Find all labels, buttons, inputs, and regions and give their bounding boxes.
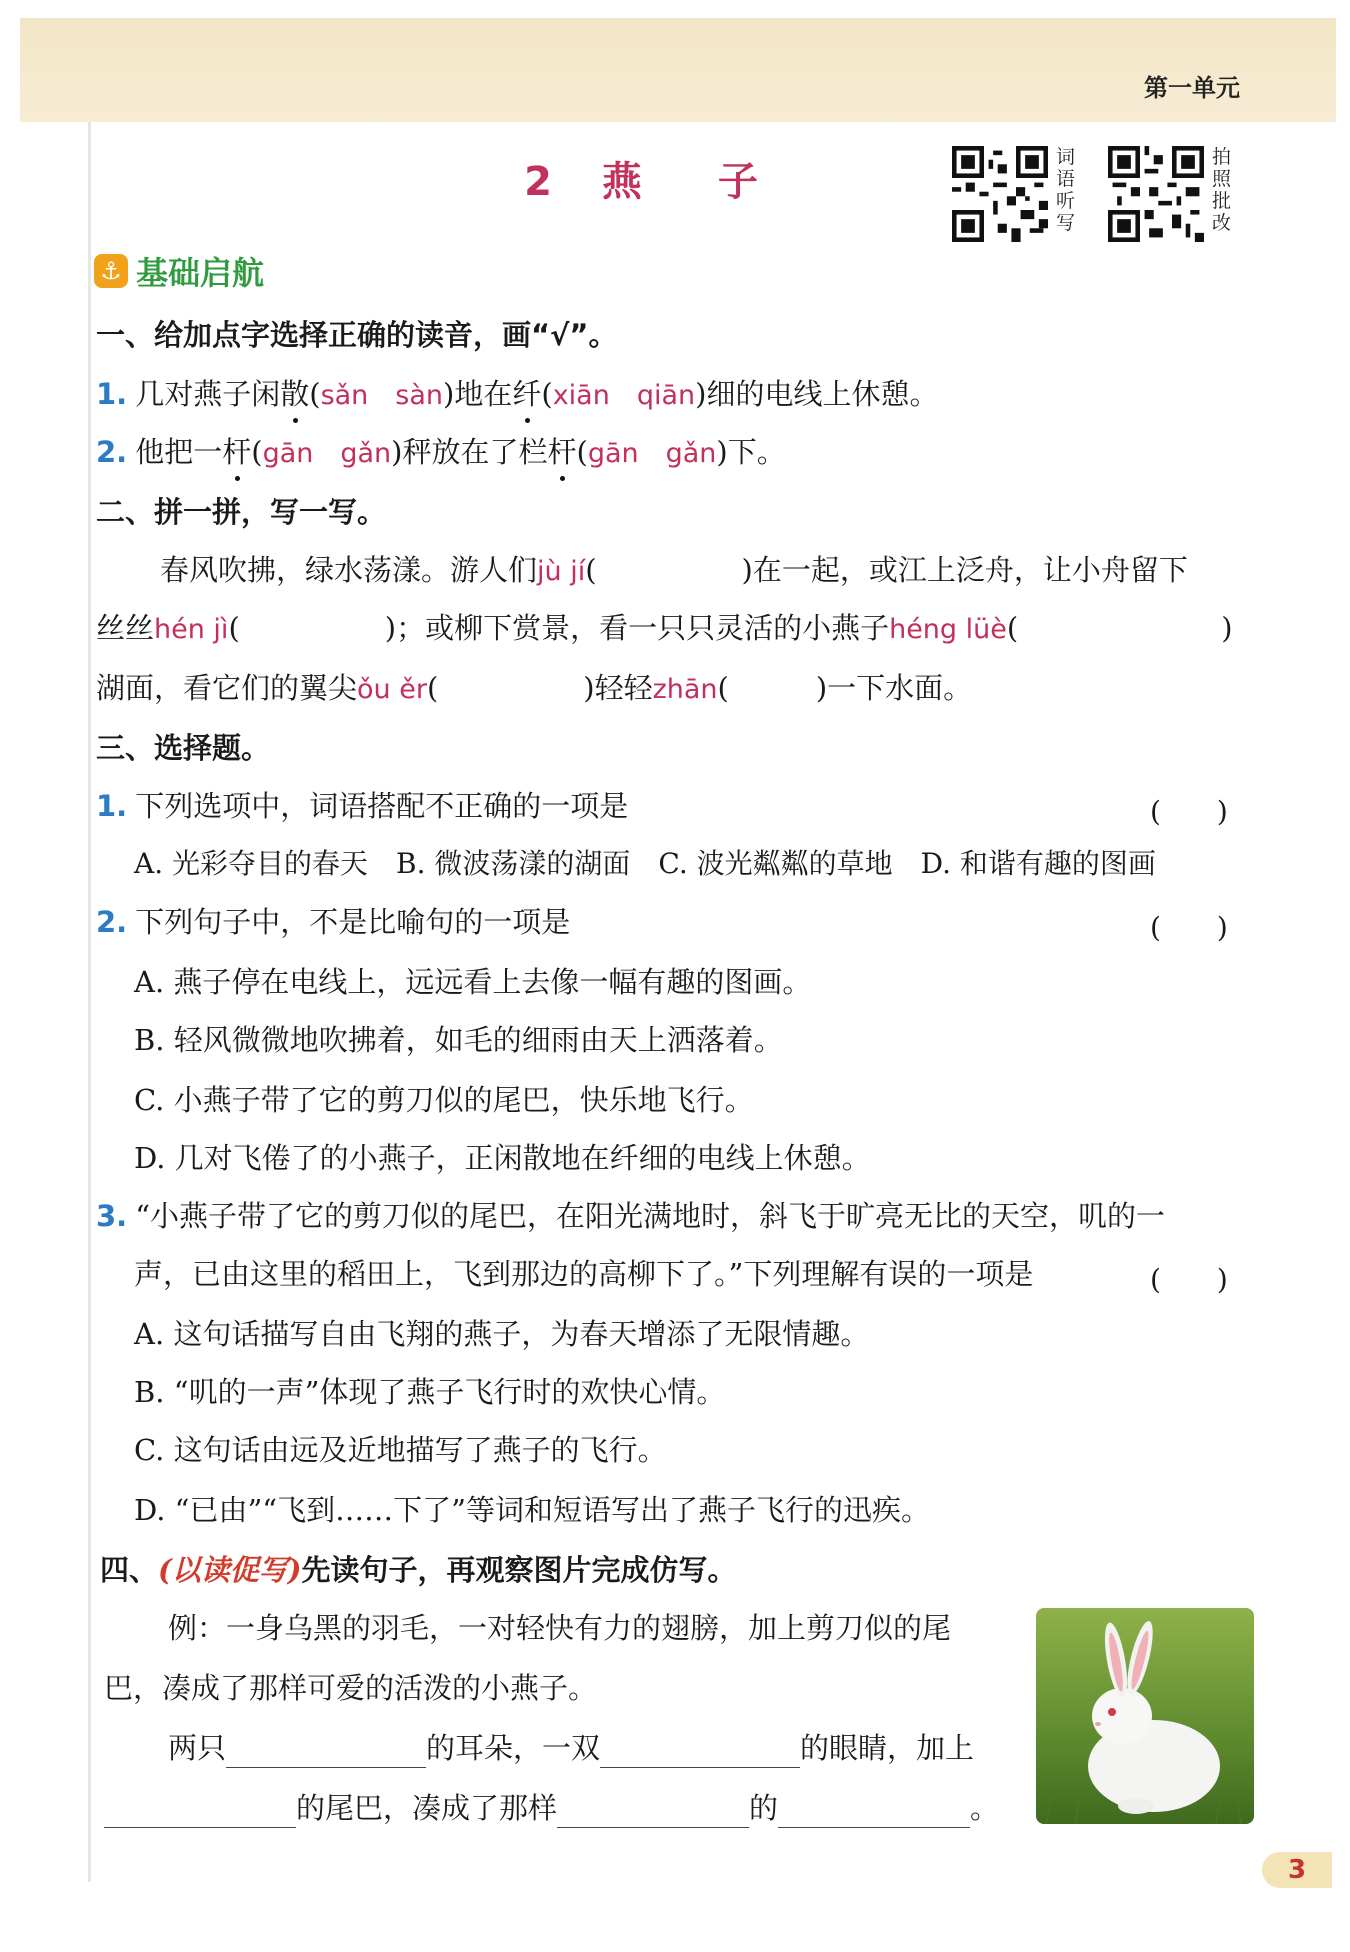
question-2-title: 二、拼一拼，写一写。 xyxy=(96,495,387,529)
option-a[interactable]: A. 这句话描写自由飞翔的燕子，为春天增添了无限情趣。 xyxy=(134,1317,870,1351)
text: 湖面，看它们的翼尖 xyxy=(96,671,358,705)
header-band xyxy=(20,18,1336,122)
text: ( xyxy=(309,377,321,411)
q3-item-3-stem-cont: 声，已由这里的稻田上，飞到那边的高柳下了。”下列理解有误的一项是 xyxy=(134,1257,1034,1291)
text: 春风吹拂，绿水荡漾。游人们 xyxy=(160,553,538,587)
option-d[interactable]: D. 几对飞倦了的小燕子，正闲散地在纤细的电线上休憩。 xyxy=(134,1141,871,1175)
q2-line-3 xyxy=(96,668,972,710)
text: )下。 xyxy=(716,435,786,469)
fill-line-1 xyxy=(168,1728,974,1768)
write-blank[interactable] xyxy=(104,1797,296,1828)
text: 几对燕子闲 xyxy=(135,377,281,411)
fill-line-2 xyxy=(104,1788,999,1828)
write-blank[interactable] xyxy=(778,1797,970,1828)
page-number: 3 xyxy=(1262,1852,1332,1888)
answer-paren[interactable]: ( ) xyxy=(1150,911,1228,944)
answer-blank[interactable]: ( )轻轻 xyxy=(426,671,653,705)
pinyin-option[interactable]: gān gǎn xyxy=(587,438,717,469)
qr-photo-grading[interactable] xyxy=(1108,146,1236,242)
answer-blank[interactable]: ( ) xyxy=(1006,611,1233,645)
text: 的尾巴，凑成了那样 xyxy=(296,1791,558,1825)
pinyin-option[interactable]: xiān qiān xyxy=(552,380,696,411)
q2-line-1 xyxy=(160,550,1188,592)
answer-blank[interactable]: ( )；或柳下赏景，看一只只灵活的小燕子 xyxy=(228,611,890,645)
text: 的眼睛，加上 xyxy=(800,1731,975,1765)
question-1-title: 一、给加点字选择正确的读音，画“√”。 xyxy=(96,318,618,352)
category-tag: (以读促写) xyxy=(158,1553,302,1587)
option-a[interactable]: A. 燕子停在电线上，远远看上去像一幅有趣的图画。 xyxy=(134,965,812,999)
qr-dictation[interactable] xyxy=(952,146,1080,242)
page-title: 2 燕 子 xyxy=(524,159,776,205)
answer-blank[interactable]: ( )一下水面。 xyxy=(717,671,973,705)
item-number: 2. xyxy=(96,435,128,469)
qr-code-icon xyxy=(952,146,1048,242)
text: 。 xyxy=(970,1791,1000,1825)
dotted-char: 杆 xyxy=(547,432,576,472)
text: ( xyxy=(541,377,553,411)
pinyin: jù jí xyxy=(537,556,586,587)
text: 他把一 xyxy=(135,435,223,469)
text: )细的电线上休憩。 xyxy=(695,377,939,411)
answer-paren[interactable]: ( ) xyxy=(1150,795,1228,828)
text: 下列选项中，词语搭配不正确的一项是 xyxy=(135,789,629,823)
question-4-title xyxy=(100,1550,736,1590)
qr-label: 词语听写 xyxy=(1056,146,1076,234)
q3-item-2-stem xyxy=(96,902,570,942)
qr-code-icon xyxy=(1108,146,1204,242)
option-c[interactable]: C. 小燕子带了它的剪刀似的尾巴，快乐地飞行。 xyxy=(134,1083,754,1117)
example-line-2: 巴，凑成了那样可爱的活泼的小燕子。 xyxy=(104,1671,598,1705)
section-header xyxy=(94,248,264,294)
q1-item-1 xyxy=(96,374,938,416)
rabbit-image xyxy=(1036,1608,1254,1824)
item-number: 2. xyxy=(96,905,128,939)
item-number: 1. xyxy=(96,789,128,823)
text: 的耳朵，一双 xyxy=(426,1731,601,1765)
q3-item-1-options[interactable]: A. 光彩夺目的春天 B. 微波荡漾的湖面 C. 波光粼粼的草地 D. 和谐有趣的图画 xyxy=(134,847,1156,880)
question-3-title: 三、选择题。 xyxy=(96,731,271,765)
q3-item-3-stem xyxy=(96,1196,1165,1236)
write-blank[interactable] xyxy=(226,1737,426,1768)
text: 下列句子中，不是比喻句的一项是 xyxy=(135,905,571,939)
example-line-1: 例：一身乌黑的羽毛，一对轻快有力的翅膀，加上剪刀似的尾 xyxy=(168,1611,952,1645)
qr-label: 拍照批改 xyxy=(1212,146,1232,234)
text: )秤放在了栏 xyxy=(391,435,548,469)
margin-rule xyxy=(88,122,91,1882)
option-b[interactable]: B. 轻风微微地吹拂着，如毛的细雨由天上洒落着。 xyxy=(134,1023,783,1057)
text: 的 xyxy=(749,1791,779,1825)
write-blank[interactable] xyxy=(600,1737,800,1768)
pinyin-option[interactable]: gān gǎn xyxy=(262,438,392,469)
text: “小燕子带了它的剪刀似的尾巴，在阳光满地时，斜飞于旷亮无比的天空，叽的一 xyxy=(135,1199,1166,1233)
q1-item-2 xyxy=(96,432,786,474)
dotted-char: 纤 xyxy=(512,374,541,414)
text: 四、 xyxy=(100,1553,159,1587)
anchor-icon: ⚓ xyxy=(94,254,128,288)
option-b[interactable]: B. “叽的一声”体现了燕子飞行时的欢快心情。 xyxy=(134,1375,726,1409)
option-d[interactable]: D. “已由”“飞到……下了”等词和短语写出了燕子飞行的迅疾。 xyxy=(134,1493,930,1527)
text: 两只 xyxy=(168,1731,227,1765)
pinyin: hén jì xyxy=(154,614,229,645)
text: ( xyxy=(576,435,588,469)
pinyin: zhān xyxy=(652,674,718,705)
pinyin: héng lüè xyxy=(889,614,1007,645)
unit-label: 第一单元 xyxy=(1144,74,1240,102)
write-blank[interactable] xyxy=(557,1797,749,1828)
pinyin: ǒu ěr xyxy=(357,674,427,705)
dotted-char: 散 xyxy=(280,374,309,414)
pinyin-option[interactable]: sǎn sàn xyxy=(320,380,444,411)
answer-blank[interactable]: ( )在一起，或江上泛舟，让小舟留下 xyxy=(585,553,1188,587)
option-c[interactable]: C. 这句话由远及近地描写了燕子的飞行。 xyxy=(134,1433,667,1467)
text: 丝丝 xyxy=(96,611,155,645)
item-number: 1. xyxy=(96,377,128,411)
q2-line-2 xyxy=(96,608,1233,650)
dotted-char: 杆 xyxy=(222,432,251,472)
rabbit-photo xyxy=(1036,1608,1254,1824)
item-number: 3. xyxy=(96,1199,128,1233)
section-label: 基础启航 xyxy=(136,254,265,292)
text: ( xyxy=(251,435,263,469)
q3-item-1-stem xyxy=(96,786,628,826)
answer-paren[interactable]: ( ) xyxy=(1150,1263,1228,1296)
text: )地在 xyxy=(443,377,513,411)
text: 先读句子，再观察图片完成仿写。 xyxy=(301,1553,737,1587)
